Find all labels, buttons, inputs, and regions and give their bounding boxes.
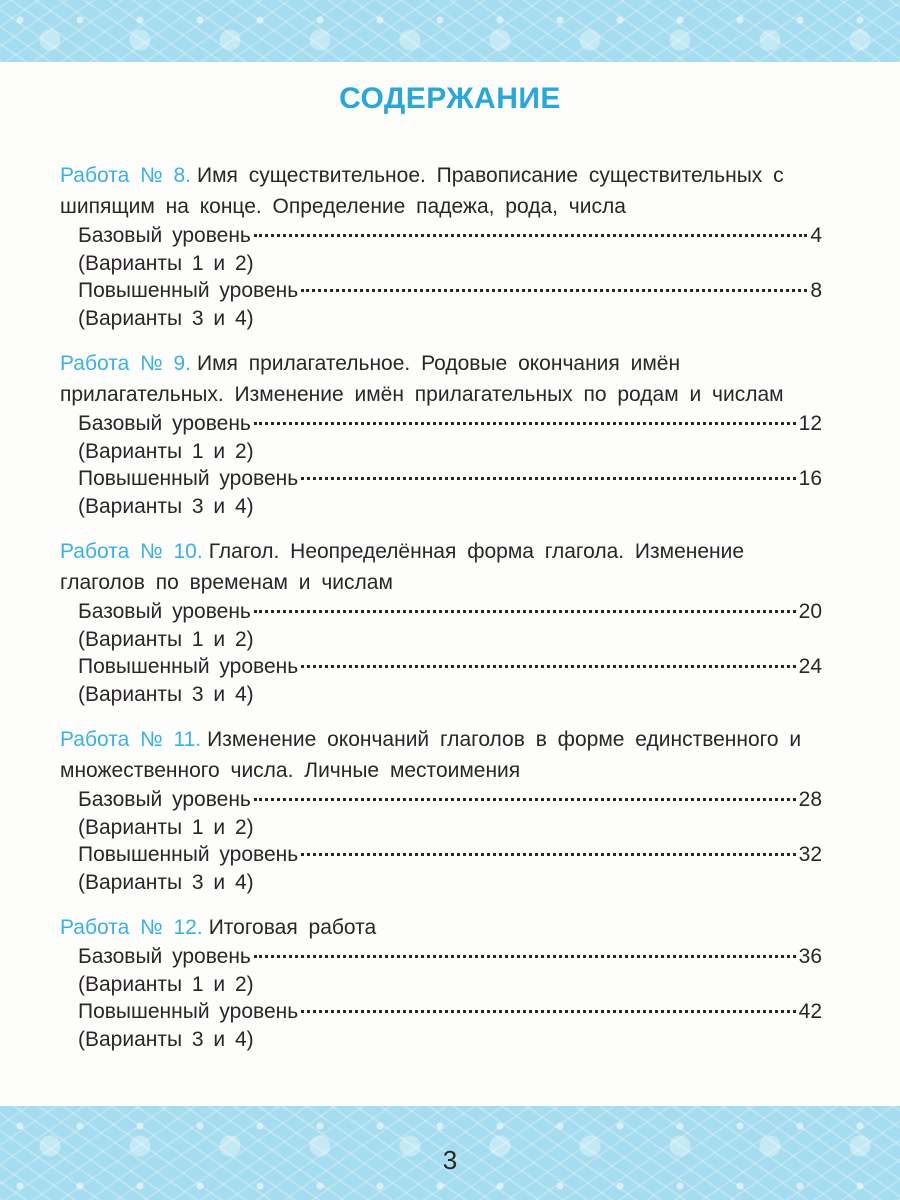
toc-section-8 — [60, 160, 822, 332]
toc-entry[interactable] — [60, 465, 822, 493]
entry-page: 12 — [798, 412, 822, 435]
entry-level: Базовый уровень — [78, 788, 251, 811]
dot-leader — [301, 289, 807, 292]
dot-leader — [254, 422, 796, 425]
entry-page: 8 — [810, 279, 822, 302]
dot-leader — [254, 234, 807, 237]
entry-variants: (Варианты 3 и 4) — [78, 870, 254, 894]
section-title: Итоговая работа — [208, 916, 377, 939]
dot-leader — [301, 1010, 795, 1013]
toc-entry[interactable] — [60, 410, 822, 438]
entry-level: Повышенный уровень — [78, 467, 299, 490]
dot-leader — [254, 610, 796, 613]
section-heading — [60, 536, 822, 598]
entry-page: 24 — [798, 655, 822, 678]
section-heading — [60, 160, 822, 222]
entry-page: 28 — [798, 788, 822, 811]
toc-entry[interactable] — [60, 653, 822, 681]
section-title: Имя существительное. Правописание существительных с шипящим на конце. Определение падежа, рода, числа — [60, 164, 784, 218]
toc-entry[interactable] — [60, 277, 822, 305]
section-title: Изменение окончаний глаголов в форме единственного и множественного числа. Личные местоимения — [60, 728, 802, 782]
entry-level: Повышенный уровень — [78, 279, 299, 302]
section-title: Глагол. Неопределённая форма глагола. Изменение глаголов по временам и числам — [60, 540, 745, 594]
section-label: Работа № 10. — [60, 540, 203, 563]
toc-section-9 — [60, 348, 822, 520]
entry-variants: (Варианты 1 и 2) — [78, 439, 254, 463]
entry-variants: (Варианты 3 и 4) — [78, 494, 254, 518]
entry-variants: (Варианты 1 и 2) — [78, 627, 254, 651]
entry-page: 20 — [798, 600, 822, 623]
entry-variants: (Варианты 1 и 2) — [78, 815, 254, 839]
entry-level: Повышенный уровень — [78, 843, 299, 866]
section-heading — [60, 348, 822, 410]
entry-level: Базовый уровень — [78, 945, 251, 968]
dot-leader — [301, 853, 795, 856]
entry-page: 4 — [810, 224, 822, 247]
entry-variants: (Варианты 3 и 4) — [78, 682, 254, 706]
section-label: Работа № 11. — [60, 728, 202, 751]
toc-entry[interactable] — [60, 841, 822, 869]
entry-page: 16 — [798, 467, 822, 490]
toc-entry[interactable] — [60, 786, 822, 814]
toc-section-10 — [60, 536, 822, 708]
entry-level: Базовый уровень — [78, 412, 251, 435]
decorative-top-band — [0, 0, 900, 62]
entry-level: Базовый уровень — [78, 224, 251, 247]
dot-leader — [301, 665, 795, 668]
toc-entry[interactable] — [60, 998, 822, 1026]
dot-leader — [301, 477, 795, 480]
section-label: Работа № 12. — [60, 916, 203, 939]
page-number: 3 — [442, 1145, 458, 1175]
entry-level: Базовый уровень — [78, 600, 251, 623]
dot-leader — [254, 955, 796, 958]
entry-variants: (Варианты 3 и 4) — [78, 1027, 254, 1051]
entry-level: Повышенный уровень — [78, 655, 299, 678]
entry-variants: (Варианты 1 и 2) — [78, 972, 254, 996]
entry-page: 36 — [798, 945, 822, 968]
entry-variants: (Варианты 1 и 2) — [78, 251, 254, 275]
section-heading — [60, 912, 822, 943]
entry-variants: (Варианты 3 и 4) — [78, 306, 254, 330]
entry-page: 32 — [798, 843, 822, 866]
section-title: Имя прилагательное. Родовые окончания имён прилагательных. Изменение имён прилагательных по родам и числам — [60, 352, 784, 406]
dot-leader — [254, 798, 796, 801]
table-of-contents — [60, 160, 822, 1069]
toc-entry[interactable] — [60, 943, 822, 971]
section-heading — [60, 724, 822, 786]
section-label: Работа № 9. — [60, 352, 192, 375]
toc-section-11 — [60, 724, 822, 896]
toc-section-12 — [60, 912, 822, 1053]
page-title: СОДЕРЖАНИЕ — [339, 82, 561, 115]
entry-level: Повышенный уровень — [78, 1000, 299, 1023]
entry-page: 42 — [798, 1000, 822, 1023]
toc-entry[interactable] — [60, 598, 822, 626]
toc-entry[interactable] — [60, 222, 822, 250]
section-label: Работа № 8. — [60, 164, 192, 187]
